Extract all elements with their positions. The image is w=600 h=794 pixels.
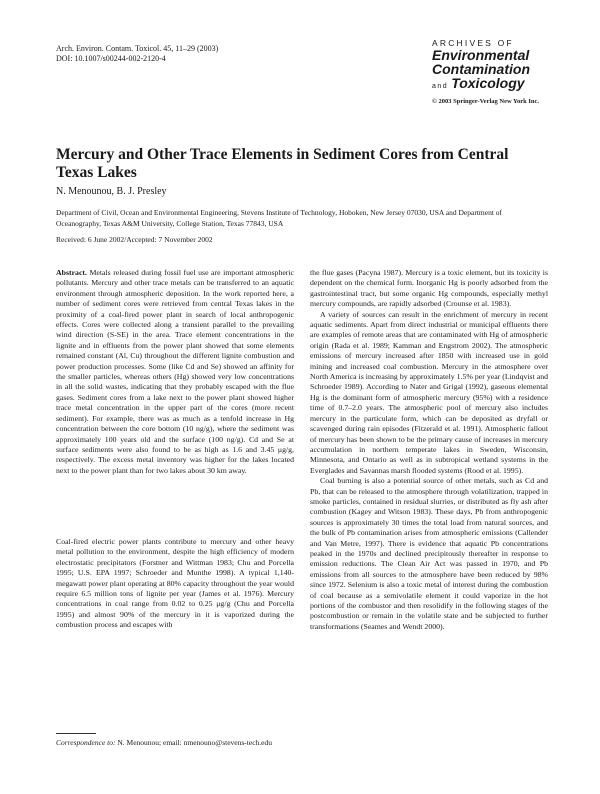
logo-environmental: Environmental bbox=[432, 47, 530, 63]
logo-archives-of: ARCHIVES OF bbox=[432, 38, 514, 48]
body-paragraph: the flue gases (Pacyna 1987). Mercury is a toxic element, but its toxicity is dependent on the chemical form. Inorganic Hg is poorly adsorbed from the gastrointestinal tract, but some organic Hg compounds, especially methyl mercury compounds, are rapidly adsorbed (Crounse et al. 1983). bbox=[310, 268, 548, 309]
abstract-paragraph bbox=[56, 268, 294, 476]
correspondence-label: Correspondence to: bbox=[56, 738, 116, 747]
article-title: Mercury and Other Trace Elements in Sediment Cores from Central Texas Lakes bbox=[56, 146, 509, 181]
journal-logo bbox=[432, 38, 552, 105]
article-authors: N. Menounou, B. J. Presley bbox=[56, 186, 167, 197]
journal-citation: Arch. Environ. Contam. Toxicol. 45, 11–29 (2003) bbox=[56, 44, 219, 53]
abstract-label: Abstract. bbox=[56, 268, 87, 277]
intro-paragraph: Coal-fired electric power plants contribute to mercury and other heavy metal pollution to the environment, despite the high efficiency of modern electrostatic precipitators (Forstner and Wittman 1983; Chu and Porcella 1995; U.S. EPA 1997; Schroeder and Munthe 1998). A typical 1,140-megawatt power plant operating at 80% capacity throughout the year would require 6.5 million tons of lignite per year (James et al. 1976). Mercury concentrations in coal range from 0.02 to 0.25 μg/g (Chu and Porcella 1995) and almost 90% of the mercury in it is vaporized during the combustion process and escapes with bbox=[56, 537, 294, 630]
abstract-text: Metals released during fossil fuel use are important atmospheric pollutants. Mercury and other trace metals can be transferred to an aquatic environment through atmospheric deposition. In the work reported here, a number of sediment cores were retrieved from central Texas lakes in the proximity of a coal-fired power plant in search of local anthropogenic effects. Cores were collected along a transient parallel to the prevailing wind direction (S-SE) in the area. Trace element concentrations in the lignite and in effluents from the power plant showed that some elements remained constant (Al, Cu) throughout the different lignite combustion and power production processes. Some (like Cd and Se) showed an affinity for the smaller particles, whereas others (Hg) showed very low concentrations in all the solid wastes, indicating that they probably escaped with the flue gases. Sediment cores from a lake next to the power plant showed higher trace metal concentration in the upper part of the cores (more recent sediment). For example, there was as much as a tenfold increase in Hg concentration between the core bottom (10 ng/g), where the sediment was approximately 100 years old and the surface (100 ng/g). Cd and Se at surface sediments were also found to be as high as 1.6 and 3.45 μg/g, respectively. The excess metal inventory was higher for the lakes located next to the power plant than for two lakes about 30 km away. bbox=[56, 268, 295, 475]
journal-reference bbox=[56, 44, 316, 64]
logo-toxicology-line bbox=[432, 76, 552, 94]
footnote-divider bbox=[56, 733, 96, 734]
logo-toxicology: Toxicology bbox=[451, 75, 525, 91]
right-column bbox=[310, 268, 548, 632]
body-paragraph: Coal burning is also a potential source of other metals, such as Cd and Pb, that can be released to the atmosphere through volatilization, trapped in smoke particles, contained in residual slurries, or distributed as fly ash after combustion (Kagey and Witson 1983). These days, Pb from anthropogenic sources is approximately 30 times the total load from natural sources, and the bulk of Pb contamination arises from atmospheric emissions (Callender and Van Metre, 1997). There is evidence that aquatic Pb concentrations peaked in the 1970s and declined precipitously thereafter in response to emission reductions. The Clean Air Act was passed in 1970, and Pb emissions from all sources to the atmosphere have been reduced by 98% since 1972. Selenium is also a toxic metal of interest during the combustion of coal because as a semivolatile element it could vaporize in the hot portions of the combustor and then resolidify in the following stages of the postcombustion or remain in the volatile state and be subjected to further transformations (Seames and Wendt 2000). bbox=[310, 476, 548, 631]
abstract-section bbox=[56, 268, 294, 476]
correspondence-footnote bbox=[56, 738, 294, 748]
introduction-section bbox=[56, 537, 294, 631]
author-affiliation: Department of Civil, Ocean and Environmental Engineering, Stevens Institute of Technology, Hoboken, New Jersey 07030, USA and Department of Oceanography, Texas A&M University, College Station, Texas 77843, USA bbox=[56, 208, 503, 228]
logo-contamination: Contamination bbox=[432, 61, 530, 77]
correspondence-text: N. Menounou; email: nmenouno@stevens-tech.edu bbox=[117, 738, 272, 747]
copyright-notice: © 2003 Springer-Verlag New York Inc. bbox=[432, 98, 540, 105]
received-dates: Received: 6 June 2002/Accepted: 7 November 2002 bbox=[56, 235, 213, 244]
doi: DOI: 10.1007/s00244-002-2120-4 bbox=[56, 54, 166, 63]
logo-and: and bbox=[432, 83, 449, 90]
body-paragraph: A variety of sources can result in the enrichment of mercury in recent aquatic sediments. Apart from direct industrial or municipal effluents there are examples of remote areas that are contaminated with Hg of atmospheric origin (Rada et al. 1989; Kamman and Engstrom 2002). The atmospheric emissions of mercury increased after 1850 with increased use in gold mining and increased coal combustion. Mercury in the atmosphere over North America is increasing by approximately 1.5% per year (Lindqvist and Schroeder 1989). According to Nater and Grigal (1992), gaseous elemental Hg is the dominant form of atmospheric mercury (95%) with a residence time of 0.7–2.0 years. The atmospheric pool of mercury also includes mercury in the particulate form, which can be deposited as dryfall or scavenged during rain episodes (Fitzerald et al. 1991). Atmospheric fallout of mercury has been shown to be the primary cause of increases in mercury accumulation in northern temperate lakes in Sweden, Wisconsin, Minnesota, and Ontario as well as in subtropical wetland systems in the Everglades and Savannas marsh flooded systems (Rood et al. 1995). bbox=[310, 309, 548, 475]
